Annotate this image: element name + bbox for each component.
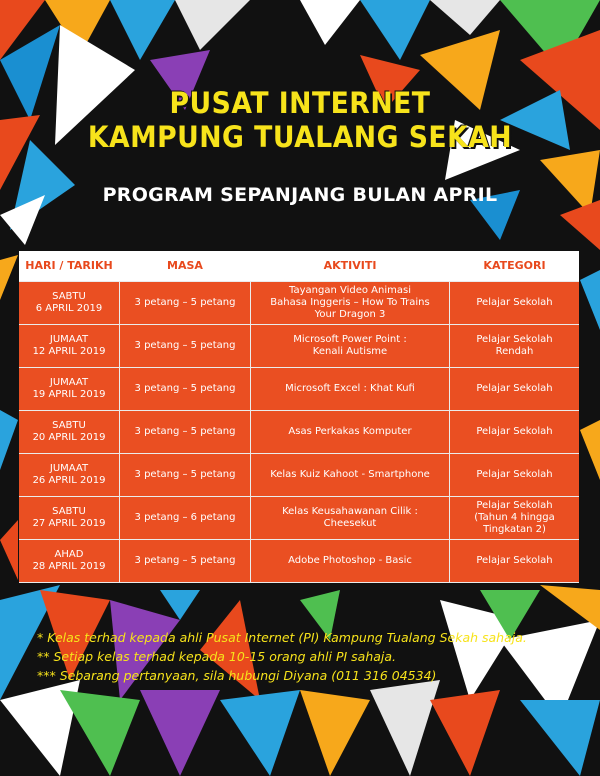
footnote-2: ** Setiap kelas terhad kepada 10-15 orang ahli PI sahaja. <box>37 649 397 664</box>
cell-category: Pelajar Sekolah <box>450 368 579 410</box>
footnotes <box>37 628 597 685</box>
cell-date: SABTU 27 APRIL 2019 <box>19 497 119 539</box>
cell-time: 3 petang – 6 petang <box>120 497 250 539</box>
cell-date: JUMAAT 26 APRIL 2019 <box>19 454 119 496</box>
cell-activity: Asas Perkakas Komputer <box>251 411 449 453</box>
title-line-1: PUSAT INTERNET <box>169 86 431 120</box>
footnote-1: * Kelas terhad kepada ahli Pusat Internet (PI) Kampung Tualang Sekah sahaja. <box>37 630 527 645</box>
cell-date: SABTU 6 APRIL 2019 <box>19 282 119 324</box>
cell-activity: Kelas Kuiz Kahoot - Smartphone <box>251 454 449 496</box>
cell-activity: Kelas Keusahawanan Cilik : Cheesekut <box>251 497 449 539</box>
cell-date: SABTU 20 APRIL 2019 <box>19 411 119 453</box>
cell-category: Pelajar Sekolah (Tahun 4 hingga Tingkatan 2) <box>450 497 579 539</box>
cell-time: 3 petang – 5 petang <box>120 454 250 496</box>
cell-date: JUMAAT 12 APRIL 2019 <box>19 325 119 367</box>
cell-category: Pelajar Sekolah Rendah <box>450 325 579 367</box>
cell-time: 3 petang – 5 petang <box>120 325 250 367</box>
header-time: MASA <box>167 259 203 272</box>
cell-activity: Adobe Photoshop - Basic <box>251 540 449 582</box>
cell-time: 3 petang – 5 petang <box>120 368 250 410</box>
cell-date: AHAD 28 APRIL 2019 <box>19 540 119 582</box>
title-line-2: KAMPUNG TUALANG SEKAH <box>87 120 513 154</box>
cell-category: Pelajar Sekolah <box>450 411 579 453</box>
schedule-table <box>19 251 579 583</box>
cell-category: Pelajar Sekolah <box>450 540 579 582</box>
header-category: KATEGORI <box>483 259 546 272</box>
footnote-3: *** Sebarang pertanyaan, sila hubungi Diyana (011 316 04534) <box>37 668 437 683</box>
table-header <box>19 251 579 281</box>
header-date: HARI / TARIKH <box>25 259 113 272</box>
cell-date: JUMAAT 19 APRIL 2019 <box>19 368 119 410</box>
cell-category: Pelajar Sekolah <box>450 282 579 324</box>
cell-activity: Microsoft Power Point : Kenali Autisme <box>251 325 449 367</box>
cell-time: 3 petang – 5 petang <box>120 282 250 324</box>
cell-time: 3 petang – 5 petang <box>120 540 250 582</box>
cell-activity: Tayangan Video Animasi Bahasa Inggeris – How To Trains Your Dragon 3 <box>251 282 449 324</box>
cell-time: 3 petang – 5 petang <box>120 411 250 453</box>
program-subtitle: PROGRAM SEPANJANG BULAN APRIL <box>102 184 498 206</box>
cell-activity: Microsoft Excel : Khat Kufi <box>251 368 449 410</box>
header-activity: AKTIVITI <box>323 259 377 272</box>
cell-category: Pelajar Sekolah <box>450 454 579 496</box>
